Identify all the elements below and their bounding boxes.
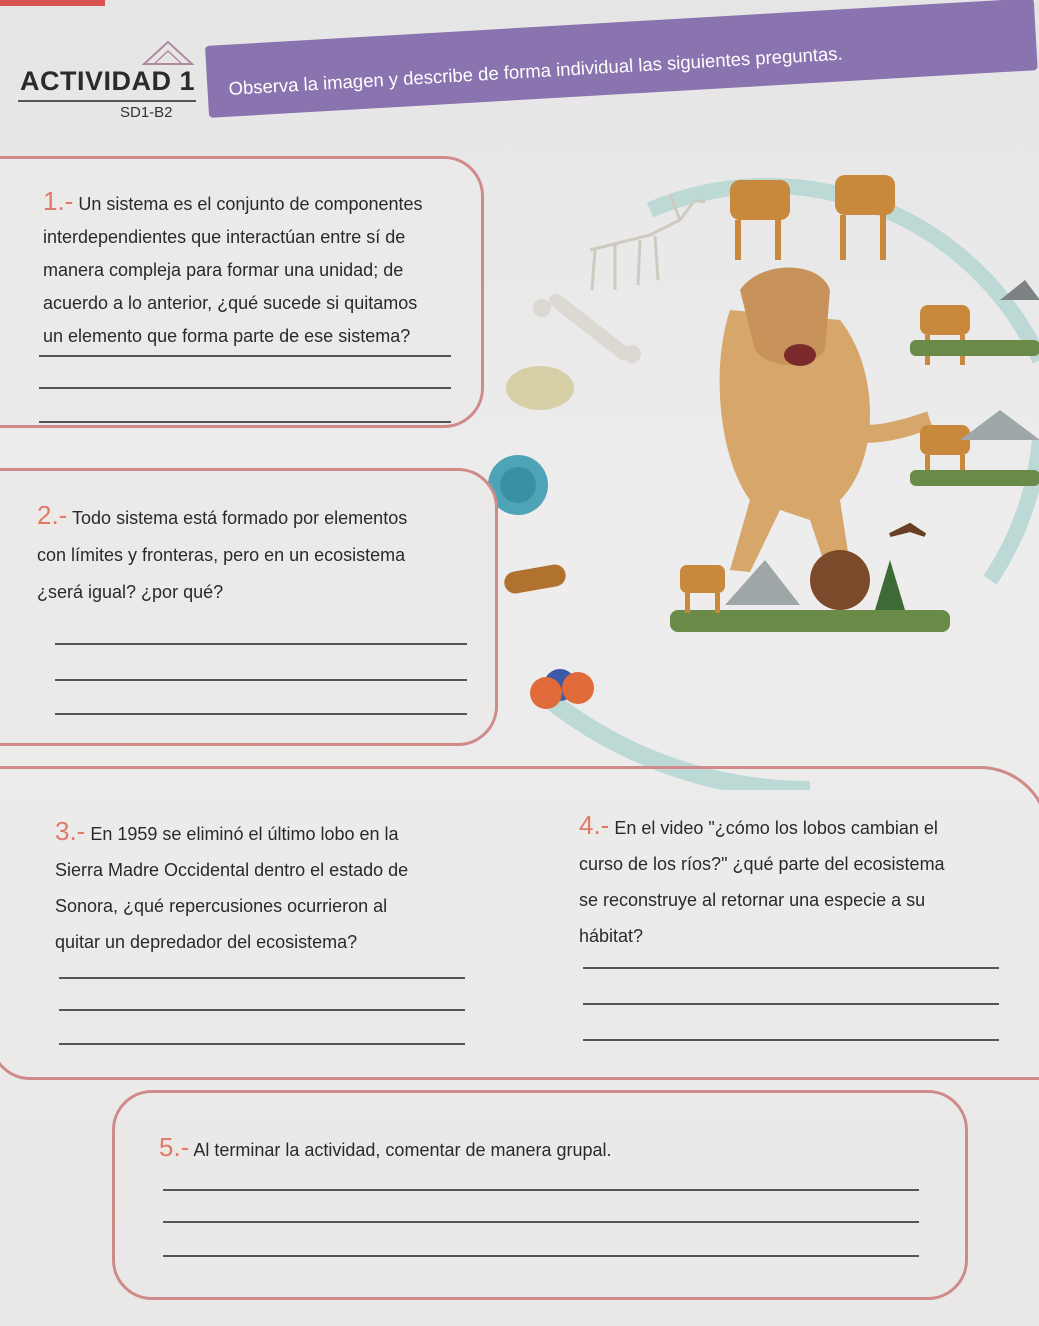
bear-icon (810, 550, 870, 610)
question-4-line: En el video "¿cómo los lobos cambian el (614, 818, 938, 838)
question-1-text (43, 185, 473, 353)
grass-strip (910, 470, 1039, 486)
question-4-line: se reconstruye al retornar una especie a su (579, 890, 926, 910)
question-card-3-4 (0, 766, 1039, 1080)
question-5-number: 5.- (159, 1132, 190, 1162)
title-underline (18, 100, 196, 102)
question-2-line: ¿será igual? ¿por qué? (37, 582, 224, 602)
question-4-line: hábitat? (579, 926, 644, 946)
question-1-line: interdependientes que interactúan entre sí de (43, 227, 406, 247)
question-4-line: curso de los ríos?" ¿qué parte del ecosistema (579, 854, 945, 874)
bone-icon (533, 291, 641, 364)
answer-line[interactable] (39, 355, 451, 357)
question-3-line: Sierra Madre Occidental dentro el estado de (55, 860, 409, 880)
question-2-text (37, 497, 477, 611)
question-1-number: 1.- (43, 186, 74, 216)
answer-line[interactable] (55, 643, 467, 645)
title-emblem-icon (140, 38, 196, 68)
organelle-icon (503, 563, 568, 595)
question-4-text (579, 807, 1009, 954)
question-3-line: Sonora, ¿qué repercusiones ocurrieron al (55, 896, 388, 916)
grass-strip (910, 340, 1039, 356)
mountain-icon (960, 410, 1039, 440)
answer-line[interactable] (59, 977, 465, 979)
question-2-number: 2.- (37, 500, 68, 530)
question-2-line: con límites y fronteras, pero en un ecosistema (37, 545, 406, 565)
question-2-line: Todo sistema está formado por elementos (72, 508, 408, 528)
question-1-line: Un sistema es el conjunto de componentes (78, 194, 423, 214)
elk-skeleton-icon (590, 195, 705, 290)
question-5-text (159, 1131, 919, 1167)
activity-code: SD1-B2 (120, 104, 173, 121)
question-3-line: En 1959 se eliminó el último lobo en la (90, 824, 399, 844)
tree-icon (875, 560, 905, 610)
eagle-icon (890, 525, 925, 535)
question-1-line: un elemento que forma parte de ese sistema? (43, 326, 411, 346)
answer-line[interactable] (583, 967, 999, 969)
answer-line[interactable] (59, 1043, 465, 1045)
question-3-text (55, 813, 475, 960)
hierarchy-ring-right (990, 440, 1039, 580)
question-3-line: quitar un depredador del ecosistema? (55, 932, 358, 952)
mountain-icon (1000, 280, 1039, 300)
answer-line[interactable] (163, 1221, 919, 1223)
activity-title: ACTIVIDAD 1 (20, 66, 196, 96)
question-1-line: manera compleja para formar una unidad; de (43, 260, 404, 280)
question-card-5 (112, 1090, 968, 1300)
question-3-number: 3.- (55, 816, 86, 846)
question-1-line: acuerdo a lo anterior, ¿qué sucede si quitamos (43, 293, 418, 313)
top-strip (0, 0, 105, 6)
elk-icon (680, 565, 725, 613)
answer-line[interactable] (163, 1189, 919, 1191)
answer-line[interactable] (59, 1009, 465, 1011)
cell-tissue-icon (506, 366, 574, 410)
answer-line[interactable] (55, 679, 467, 681)
answer-line[interactable] (583, 1039, 999, 1041)
ecosystem-illustration (480, 140, 1039, 790)
question-card-2 (0, 468, 498, 746)
instruction-text: Observa la imagen y describe de forma individual las siguientes preguntas. (228, 42, 844, 99)
answer-line[interactable] (55, 713, 467, 715)
question-4-number: 4.- (579, 810, 610, 840)
grass-strip (670, 610, 950, 632)
answer-line[interactable] (39, 387, 451, 389)
question-card-1 (0, 156, 484, 428)
answer-line[interactable] (39, 421, 451, 423)
answer-line[interactable] (163, 1255, 919, 1257)
elk-icon (920, 305, 970, 485)
answer-line[interactable] (583, 1003, 999, 1005)
question-5-line: Al terminar la actividad, comentar de manera grupal. (193, 1140, 612, 1160)
